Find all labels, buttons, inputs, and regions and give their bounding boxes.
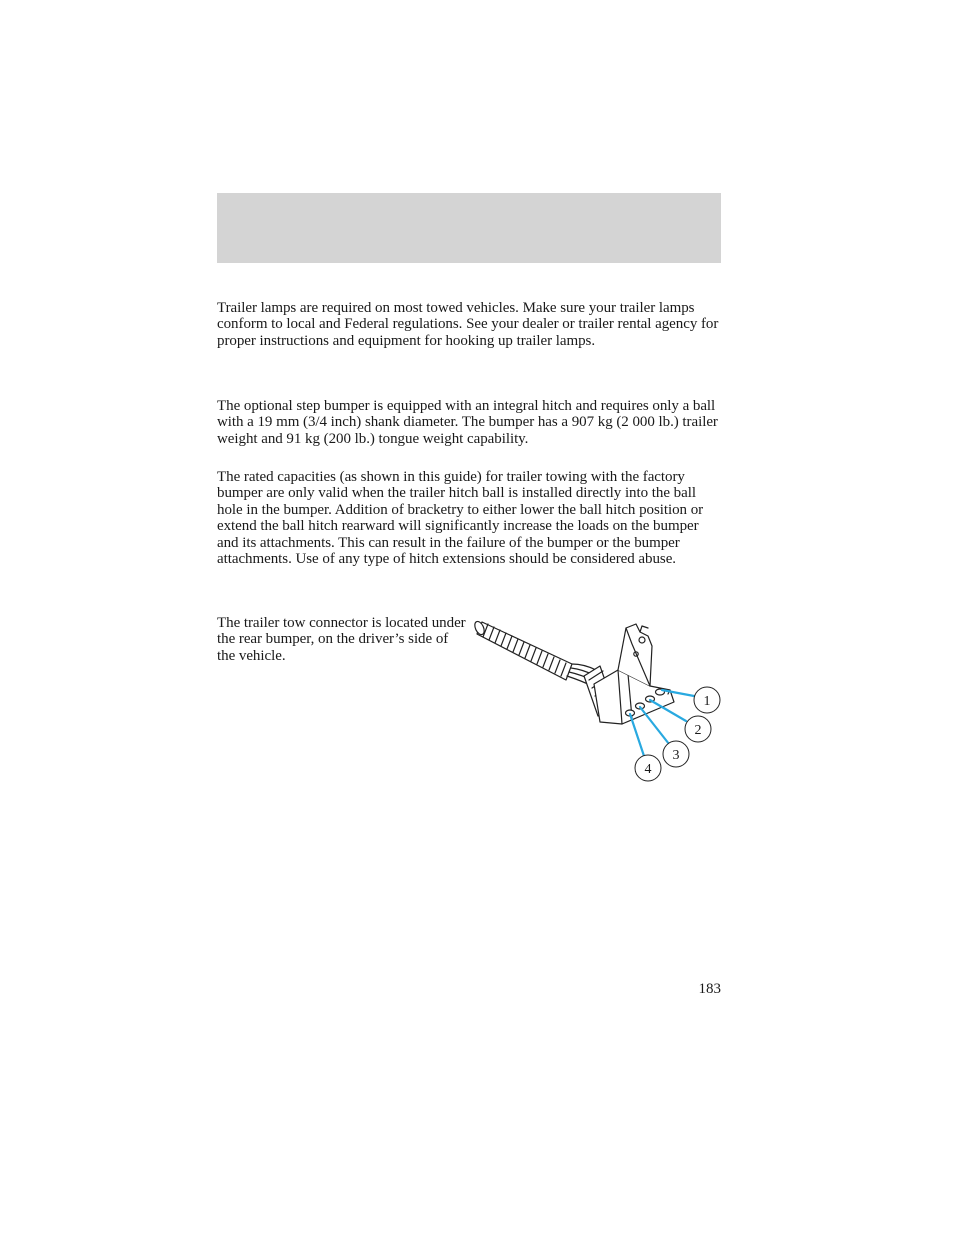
callout-line-3	[640, 707, 669, 744]
page-number: 183	[698, 981, 721, 997]
trailer-connector-illustration	[472, 614, 727, 786]
callout-label-3: 3	[672, 748, 680, 763]
paragraph-connector-location: The trailer tow connector is located under the rear bumper, on the driver’s side of the vehicle.	[217, 615, 466, 664]
callout-label-4: 4	[644, 762, 652, 777]
paragraph-trailer-lamps: Trailer lamps are required on most towed vehicles. Make sure your trailer lamps conform to local and Federal regulations. See your dealer or trailer rental agency for proper instructions and equipment for hooking up trailer lamps.	[217, 300, 719, 349]
callout-line-4	[630, 714, 644, 756]
section-header-band	[217, 193, 721, 263]
paragraph-rated-capacities: The rated capacities (as shown in this guide) for trailer towing with the factory bumper are only valid when the trailer hitch ball is installed directly into the ball hole in the bumper. Addition of bracketry to either lower the ball hitch position or extend the ball hitch rearward will significantly increase the loads on the bumper and its attachments. This can result in the failure of the bumper or the bumper attachments. Use of any type of hitch extensions should be considered abuse.	[217, 469, 704, 568]
connector-body	[473, 620, 674, 724]
connector-drawing	[472, 614, 727, 786]
paragraph-step-bumper: The optional step bumper is equipped with an integral hitch and requires only a ball with a 19 mm (3/4 inch) shank diameter. The bumper has a 907 kg (2 000 lb.) trailer weight and 91 kg (200 lb.) tongue weight capability.	[217, 398, 718, 447]
callout-label-1: 1	[703, 694, 711, 709]
callout-label-2: 2	[694, 723, 702, 738]
